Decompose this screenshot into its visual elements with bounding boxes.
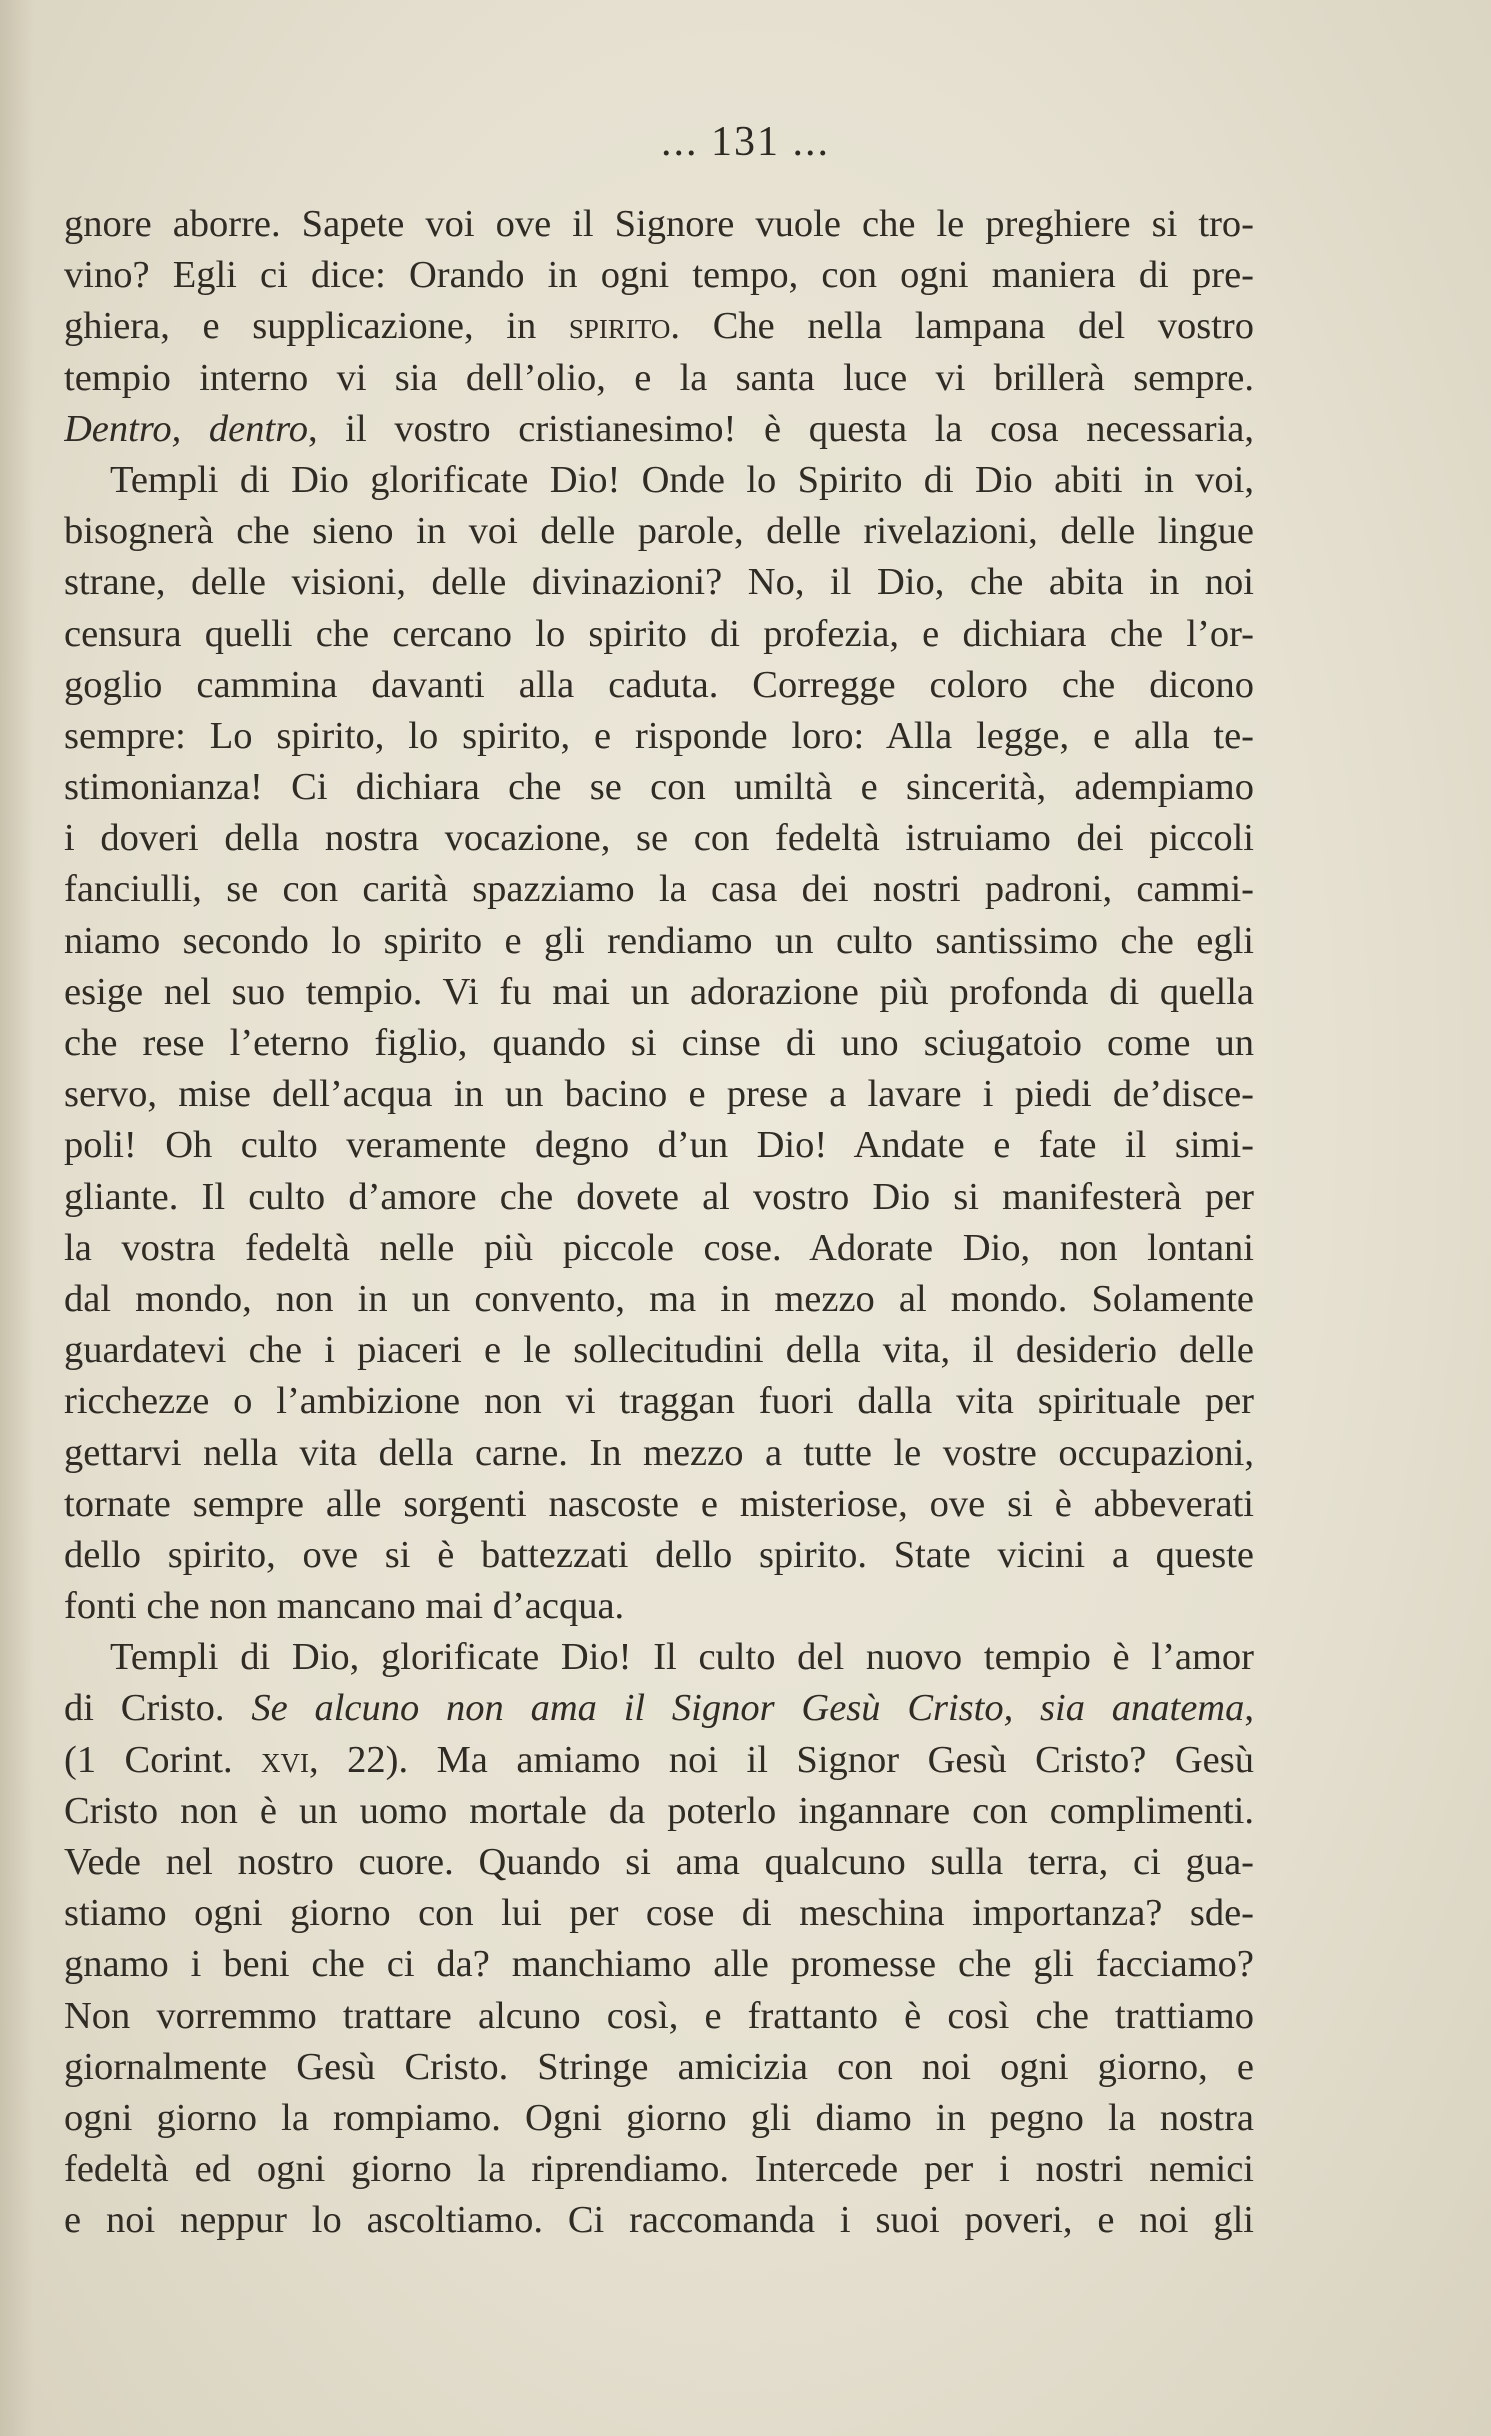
text-segment: , 22). Ma amiamo noi il Signor Gesù Cristo? Gesù [309, 1738, 1254, 1781]
text-segment: la vostra fedeltà nelle più piccole cose. Adorate Dio, non lontani [64, 1226, 1254, 1269]
text-line [64, 916, 1254, 967]
text-segment: gliante. Il culto d’amore che dovete al vostro Dio si manifesterà per [64, 1175, 1254, 1218]
text-segment: vino? Egli ci dice: Orando in ogni tempo, con ogni maniera di pre- [64, 254, 1254, 297]
text-line [64, 1069, 1254, 1120]
text-segment: gnamo i beni che ci da? manchiamo alle promesse che gli facciamo? [64, 1943, 1254, 1986]
text-line [64, 1325, 1254, 1376]
text-line [64, 813, 1254, 864]
text-segment: e noi neppur lo ascoltiamo. Ci raccomanda i suoi poveri, e noi gli [64, 2199, 1254, 2242]
text-segment: niamo secondo lo spirito e gli rendiamo un culto santissimo che egli [64, 919, 1254, 962]
text-line [64, 711, 1254, 762]
text-line [64, 864, 1254, 915]
page-number: ... 131 ... [661, 119, 830, 165]
text-segment: tornate sempre alle sorgenti nascoste e misteriose, ove si è abbeverati [64, 1482, 1254, 1525]
text-segment: bisognerà che sieno in voi delle parole, delle rivelazioni, delle lingue [64, 510, 1254, 553]
text-segment: Templi di Dio glorificate Dio! Onde lo Spirito di Dio abiti in voi, [110, 458, 1254, 501]
body-text [64, 199, 1254, 2247]
text-line [64, 1428, 1254, 1479]
text-segment: gettarvi nella vita della carne. In mezzo a tutte le vostre occupazioni, [64, 1431, 1254, 1474]
text-segment: Dentro, dentro [64, 407, 309, 450]
text-segment: Se alcuno non ama il Signor Gesù Cristo, sia anatema [251, 1687, 1245, 1730]
text-segment: sempre: Lo spirito, lo spirito, e risponde loro: Alla legge, e alla te- [64, 714, 1254, 757]
text-segment: fanciulli, se con carità spazziamo la casa dei nostri padroni, cammi- [64, 868, 1254, 911]
text-line [64, 2144, 1254, 2195]
text-segment: tempio interno vi sia dell’olio, e la santa luce vi brillerà sempre. [64, 356, 1254, 399]
text-line [64, 1120, 1254, 1171]
text-segment: Vede nel nostro cuore. Quando si ama qualcuno sulla terra, ci gua- [64, 1841, 1254, 1883]
text-line [64, 1530, 1254, 1581]
text-segment: stimonianza! Ci dichiara che se con umiltà e sincerità, adempiamo [64, 766, 1254, 809]
text-segment: esige nel suo tempio. Vi fu mai un adorazione più profonda di quella [64, 970, 1254, 1013]
text-line [64, 506, 1254, 557]
text-segment: guardatevi che i piaceri e le sollecitudini della vita, il desiderio delle [64, 1329, 1254, 1372]
text-line [64, 1172, 1254, 1223]
text-segment: fonti che non mancano mai d’acqua. [64, 1585, 625, 1628]
text-segment: Cristo non è un uomo mortale da poterlo ingannare con complimenti. [64, 1789, 1254, 1832]
text-segment: Non vorremmo trattare alcuno così, e frattanto è così che trattiamo [64, 1994, 1254, 2037]
text-segment: ricchezze o l’ambizione non vi traggan fuori dalla vita spirituale per [64, 1380, 1254, 1423]
text-line [64, 2195, 1254, 2246]
text-segment: giornalmente Gesù Cristo. Stringe amicizia con noi ogni giorno, e [64, 2045, 1254, 2088]
text-line [64, 557, 1254, 608]
text-segment: poli! Oh culto veramente degno d’un Dio! Andate e fate il simi- [64, 1124, 1254, 1167]
text-segment: servo, mise dell’acqua in un bacino e prese a lavare i piedi de’disce- [64, 1073, 1254, 1116]
text-line [64, 353, 1254, 404]
text-line [64, 967, 1254, 1018]
text-line [64, 1837, 1254, 1888]
text-segment: (1 Corint. [64, 1738, 262, 1781]
text-line [64, 1939, 1254, 1990]
text-segment: Templi di Dio, glorificate Dio! Il culto del nuovo tempio è l’amor [110, 1636, 1254, 1679]
text-segment: di Cristo. [64, 1687, 252, 1730]
text-segment: . Che nella lampana del vostro [670, 305, 1254, 348]
text-line [64, 1274, 1254, 1325]
page-edge-shadow [0, 0, 34, 2436]
text-line [64, 609, 1254, 660]
text-segment: , [1244, 1687, 1254, 1730]
text-line [64, 199, 1254, 250]
text-line [64, 455, 1254, 506]
text-line [64, 660, 1254, 711]
text-segment: xvi [261, 1738, 310, 1781]
text-line [64, 1376, 1254, 1427]
text-line [64, 1018, 1254, 1069]
text-line [64, 1888, 1254, 1939]
text-line [64, 762, 1254, 813]
text-line [64, 1991, 1254, 2042]
text-line [64, 301, 1254, 352]
text-segment: che rese l’eterno figlio, quando si cinse di uno sciugatoio come un [64, 1022, 1254, 1064]
text-segment: i doveri della nostra vocazione, se con fedeltà istruiamo dei piccoli [64, 817, 1254, 860]
text-segment: ogni giorno la rompiamo. Ogni giorno gli diamo in pegno la nostra [64, 2096, 1254, 2139]
text-segment: dal mondo, non in un convento, ma in mezzo al mondo. Solamente [64, 1277, 1254, 1320]
text-segment: dello spirito, ove si è battezzati dello spirito. State vicini a queste [64, 1533, 1254, 1576]
text-segment: fedeltà ed ogni giorno la riprendiamo. Intercede per i nostri nemici [64, 2148, 1254, 2191]
text-segment: goglio cammina davanti alla caduta. Corregge coloro che dicono [64, 663, 1254, 706]
text-line [64, 1786, 1254, 1837]
text-segment: stiamo ogni giorno con lui per cose di meschina importanza? sde- [64, 1892, 1254, 1935]
text-line [64, 1632, 1254, 1683]
text-line [64, 1735, 1254, 1786]
text-line [64, 404, 1254, 455]
text-line [64, 250, 1254, 301]
text-segment: gnore aborre. Sapete voi ove il Signore vuole che le preghiere si tro- [64, 203, 1254, 245]
text-segment: censura quelli che cercano lo spirito di profezia, e dichiara che l’or- [64, 612, 1254, 655]
text-segment: strane, delle visioni, delle divinazioni? No, il Dio, che abita in noi [64, 561, 1254, 604]
text-segment: spirito [568, 305, 671, 348]
text-segment: ghiera, e supplicazione, in [64, 305, 569, 348]
text-line [64, 1479, 1254, 1530]
text-line [64, 1683, 1254, 1734]
text-line [64, 1581, 1254, 1632]
text-line [64, 2042, 1254, 2093]
text-line [64, 1223, 1254, 1274]
text-line [64, 2093, 1254, 2144]
text-segment: , il vostro cristianesimo! è questa la cosa necessaria, [308, 407, 1254, 450]
